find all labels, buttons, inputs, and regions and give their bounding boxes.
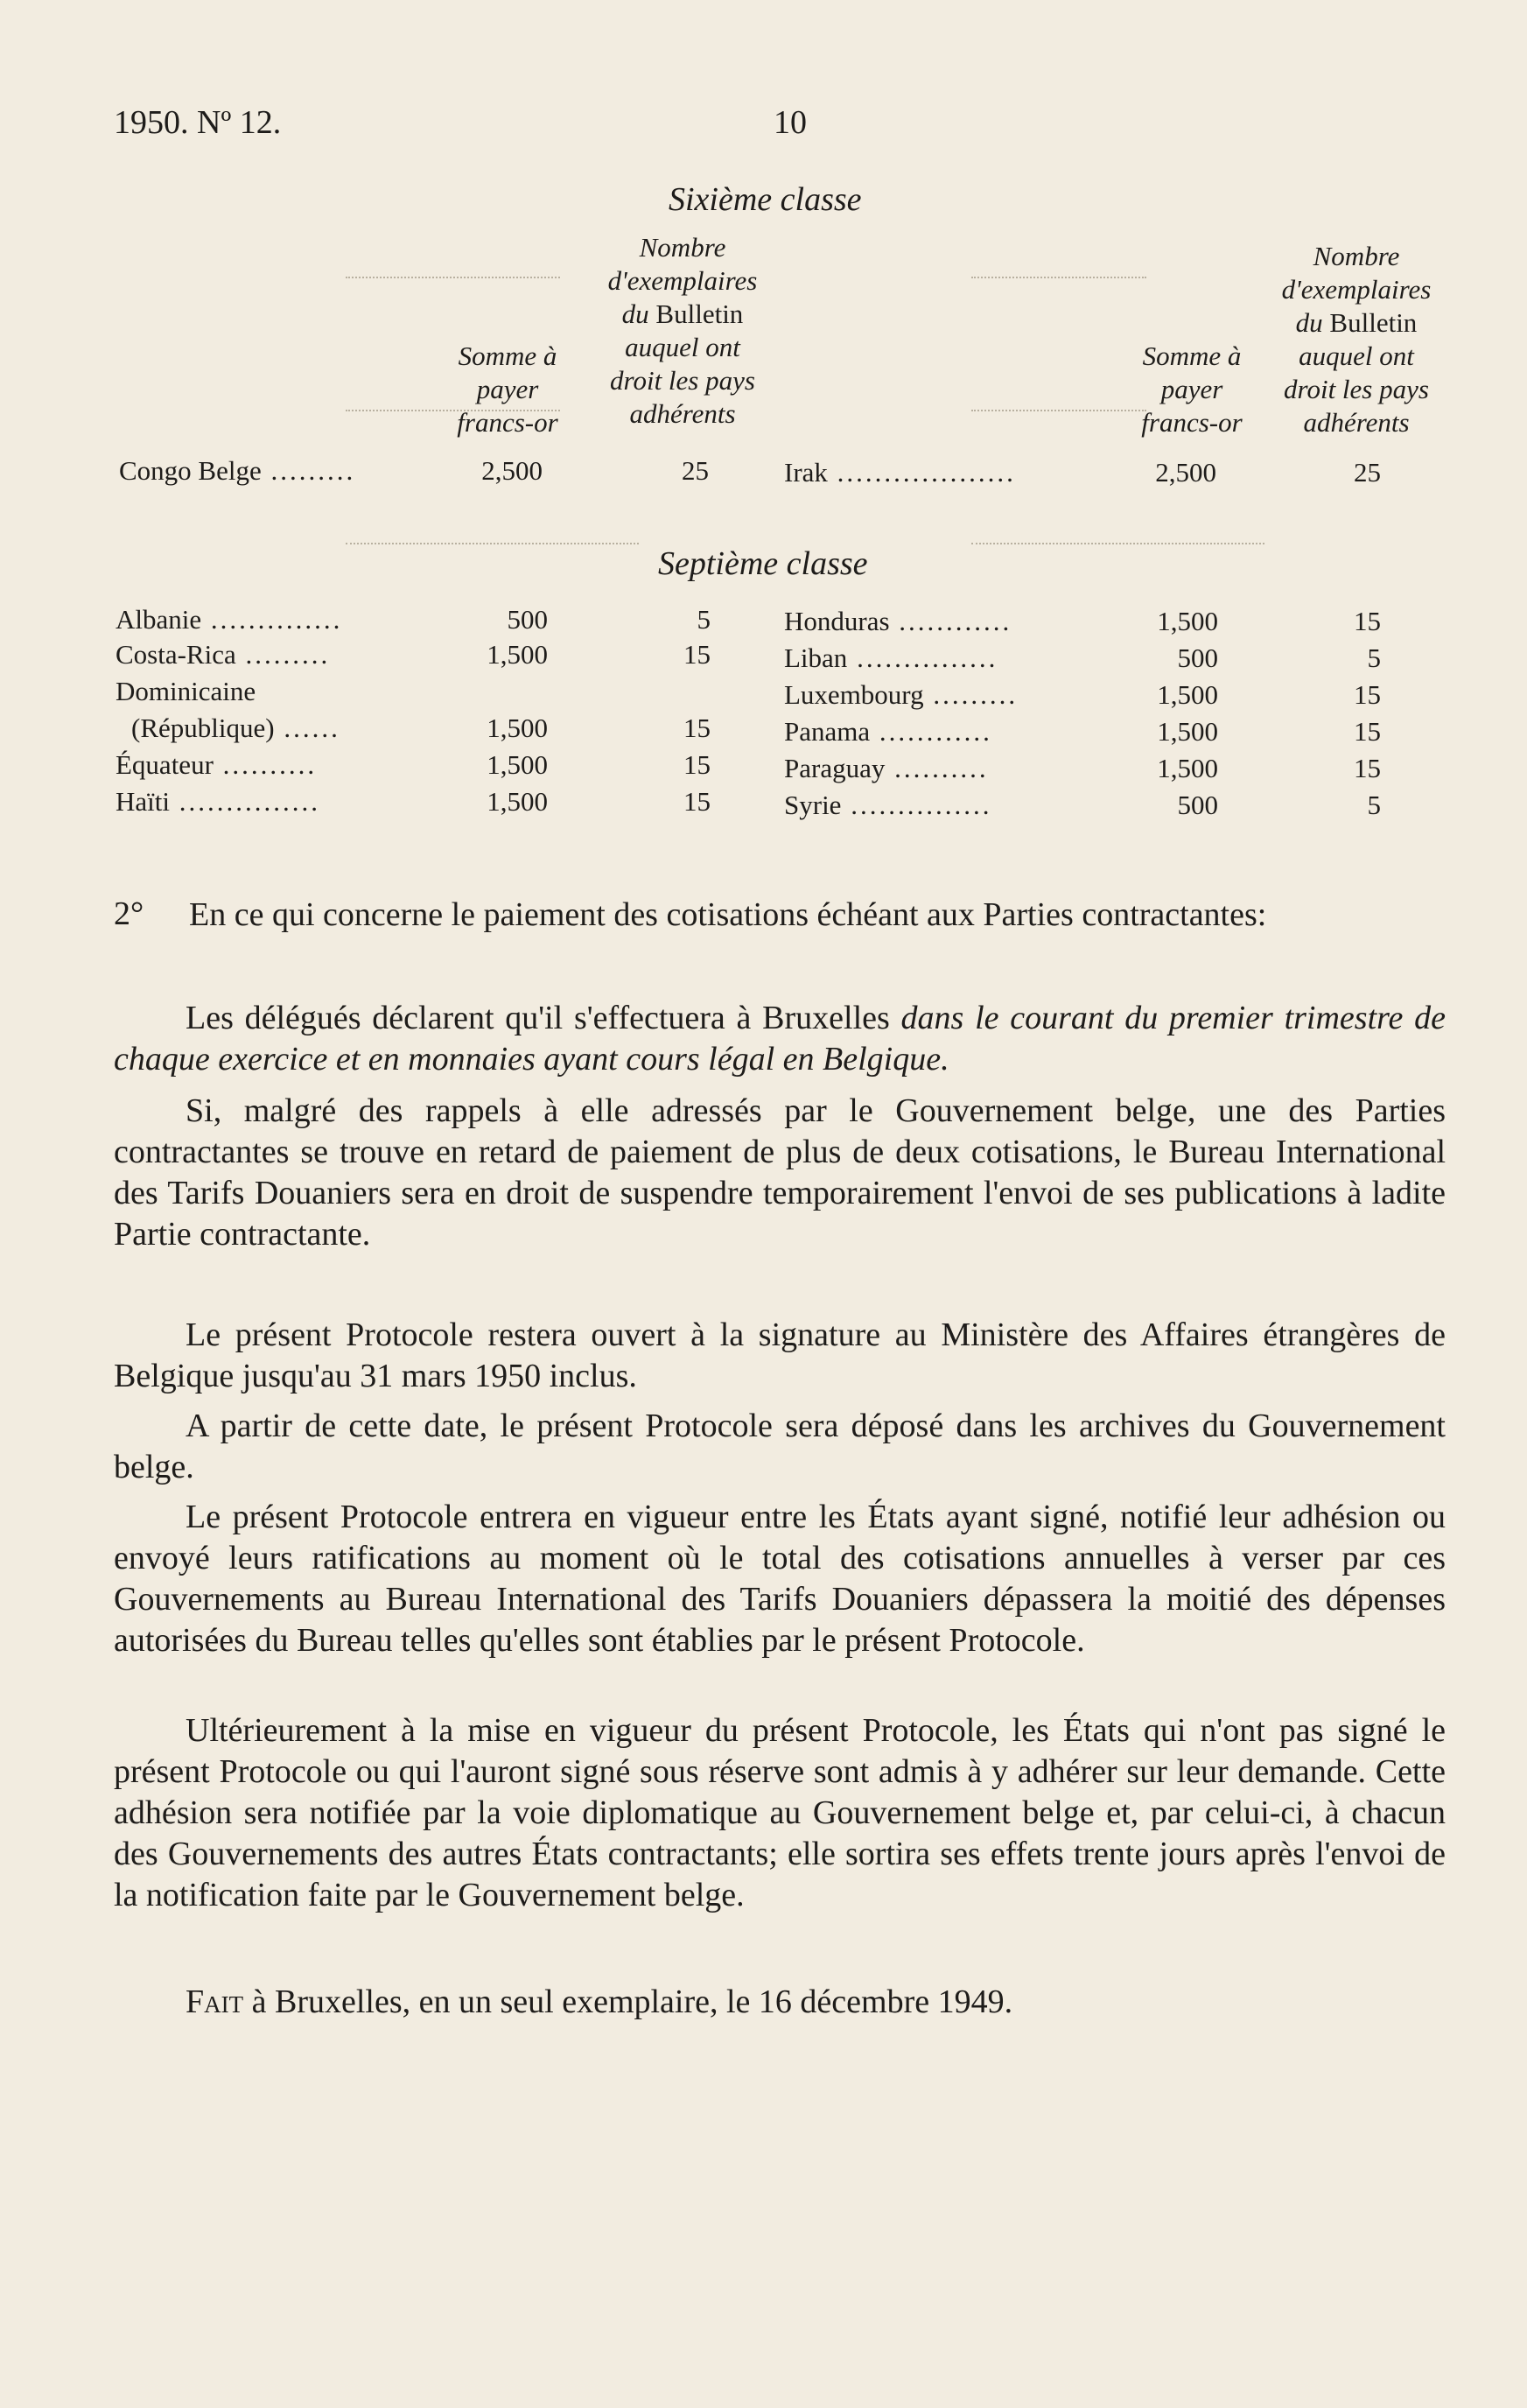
entry-into-force-paragraph	[114, 1497, 1446, 1661]
amount-value: 2,500	[1155, 457, 1216, 488]
payment-text-italic: dans le courant du premier trimestre de chaque exercice et en monnaies ayant cours légal en Belgique.	[114, 1000, 1446, 1078]
copies-value: 15	[683, 713, 711, 743]
dotted-guide	[971, 277, 1146, 278]
table-row: Congo Belge .........	[119, 455, 356, 486]
country-name: Luxembourg	[784, 679, 924, 710]
copies-value: 5	[1367, 790, 1381, 820]
amount-value: 1,500	[1157, 753, 1218, 783]
copies-value: 15	[1354, 606, 1381, 636]
arrears-text: Si, malgré des rappels à elle adressés par le Gouvernement belge, une des Parties contractantes se trouve en retard de paiement de plus de deux cotisations, le Bureau International des Tarifs Douaniers sera en droit de suspendre temporairement l'envoi de ses publications à ladite Partie contractante.	[114, 1092, 1446, 1253]
copies-header-line: du Bulletin	[621, 298, 744, 329]
signature-text: Le présent Protocole restera ouvert à la signature au Ministère des Affaires étrangères de Belgique jusqu'au 31 mars 1950 inclus.	[114, 1316, 1446, 1394]
accession-text: Ultérieurement à la mise en vigueur du présent Protocole, les États qui n'ont pas signé le présent Protocole ou qui l'auront signé sous réserve sont admis à y adhérer sur leur demande. Cette adhésion sera notifiée par la voie diplomatique au Gouvernement belge et, par celui-ci, à chacun des Gouvernements des autres États contractants; elle sortira ses effets trente jours après l'envoi de la notification faite par le Gouvernement belge.	[114, 1712, 1446, 1913]
copies-header-line: d'exemplaires	[1281, 274, 1432, 305]
deposit-text: A partir de cette date, le présent Protocole sera déposé dans les archives du Gouvernement belge.	[114, 1408, 1446, 1485]
copies-header-line: Nombre	[1313, 241, 1400, 271]
page-number: 10	[774, 104, 807, 141]
amount-value: 500	[1177, 642, 1218, 673]
country-name: (République)	[131, 713, 275, 743]
copies-header-line: auquel ont	[625, 332, 740, 362]
amount-value: 1,500	[1157, 606, 1218, 636]
copies-header-line: auquel ont	[1299, 340, 1414, 371]
payment-paragraph	[114, 998, 1446, 1080]
seventh-class-title: Septième classe	[658, 545, 868, 582]
country-name: Dominicaine	[116, 676, 256, 706]
signature-paragraph	[114, 1315, 1446, 1397]
issue-number: 1950. Nº 12.	[114, 104, 282, 141]
done-at-text: à Bruxelles, en un seul exemplaire, le 16 décembre 1949.	[243, 1983, 1013, 2020]
amount-value: 1,500	[487, 749, 548, 780]
amount-value: 1,500	[1157, 679, 1218, 710]
country-name: Honduras	[784, 606, 890, 636]
copies-value: 15	[683, 639, 711, 670]
table-row: Équateur ..........	[116, 749, 318, 780]
amount-header-line: payer	[476, 374, 539, 404]
amount-header-line: Somme à	[458, 340, 557, 371]
payment-text: Les délégués déclarent qu'il s'effectuera à Bruxelles	[186, 1000, 901, 1036]
arrears-paragraph	[114, 1091, 1446, 1255]
section-intro: En ce qui concerne le paiement des cotisations échéant aux Parties contractantes:	[189, 896, 1267, 933]
dotted-guide	[971, 543, 1264, 544]
country-name: Syrie	[784, 790, 842, 820]
done-at-keyword: Fait	[186, 1983, 244, 2020]
amount-header-line: payer	[1160, 374, 1223, 404]
copies-value: 25	[682, 455, 709, 486]
country-name: Équateur	[116, 749, 214, 780]
amount-column-header-left	[420, 340, 595, 439]
deposit-paragraph	[114, 1406, 1446, 1488]
copies-header-line: du Bulletin	[1295, 307, 1418, 338]
section-marker: 2°	[114, 895, 144, 932]
amount-value: 1,500	[1157, 716, 1218, 747]
copies-value: 5	[1367, 642, 1381, 673]
amount-header-line: francs-or	[1141, 407, 1243, 438]
country-name: Liban	[784, 642, 848, 673]
table-row: Syrie ...............	[784, 790, 992, 820]
copies-value: 15	[683, 749, 711, 780]
copies-header-line: adhérents	[1303, 407, 1410, 438]
amount-header-line: Somme à	[1142, 340, 1242, 371]
table-row: Luxembourg .........	[784, 679, 1019, 710]
amount-value: 2,500	[481, 455, 543, 486]
sixth-class-title: Sixième classe	[669, 181, 862, 218]
amount-value: 1,500	[487, 639, 548, 670]
country-name: Haïti	[116, 786, 170, 817]
table-row: Paraguay ..........	[784, 753, 989, 783]
amount-header-line: francs-or	[457, 407, 558, 438]
dotted-guide	[346, 543, 639, 544]
country-name: Irak	[784, 457, 828, 488]
dotted-guide	[971, 410, 1146, 411]
dotted-guide	[346, 277, 560, 278]
copies-value: 15	[1354, 679, 1381, 710]
done-at-paragraph	[114, 1982, 1446, 2023]
dotted-guide	[346, 410, 560, 411]
table-row: Haïti ...............	[116, 786, 320, 817]
copies-value: 15	[1354, 753, 1381, 783]
table-row: Honduras ............	[784, 606, 1012, 636]
copies-header-line: adhérents	[629, 398, 736, 429]
country-name: Paraguay	[784, 753, 886, 783]
accession-paragraph	[114, 1710, 1446, 1916]
country-name: Congo Belge	[119, 455, 262, 486]
amount-value: 500	[1177, 790, 1218, 820]
copies-value: 5	[697, 604, 711, 635]
country-name: Panama	[784, 716, 871, 747]
table-row: Panama ............	[784, 716, 992, 747]
copies-column-header-left	[578, 231, 788, 431]
country-name: Albanie	[116, 604, 202, 635]
copies-value: 15	[1354, 716, 1381, 747]
table-row	[116, 676, 256, 707]
copies-header-line: droit les pays	[1284, 374, 1429, 404]
amount-value: 1,500	[487, 713, 548, 743]
copies-header-line: Nombre	[639, 232, 726, 263]
country-name: Costa-Rica	[116, 639, 236, 670]
table-row: (République) ......	[131, 713, 340, 743]
table-row: Albanie ..............	[116, 604, 343, 635]
copies-value: 25	[1354, 457, 1381, 488]
copies-value: 15	[683, 786, 711, 817]
entry-into-force-text: Le présent Protocole entrera en vigueur entre les États ayant signé, notifié leur adhésion ou envoyé leurs ratifications au moment où le total des cotisations annuelles à verser par ces Gouvernements au Bureau International des Tarifs Douaniers dépassera la moitié des dépenses autorisées du Bureau telles qu'elles sont établies par le présent Protocole.	[114, 1499, 1446, 1659]
table-row: Liban ...............	[784, 642, 998, 673]
copies-column-header-right	[1251, 240, 1461, 439]
amount-value: 500	[507, 604, 548, 635]
copies-header-line: droit les pays	[610, 365, 755, 396]
table-row: Irak ...................	[784, 457, 1016, 488]
copies-header-line: d'exemplaires	[607, 265, 758, 296]
amount-value: 1,500	[487, 786, 548, 817]
table-row: Costa-Rica .........	[116, 639, 331, 670]
